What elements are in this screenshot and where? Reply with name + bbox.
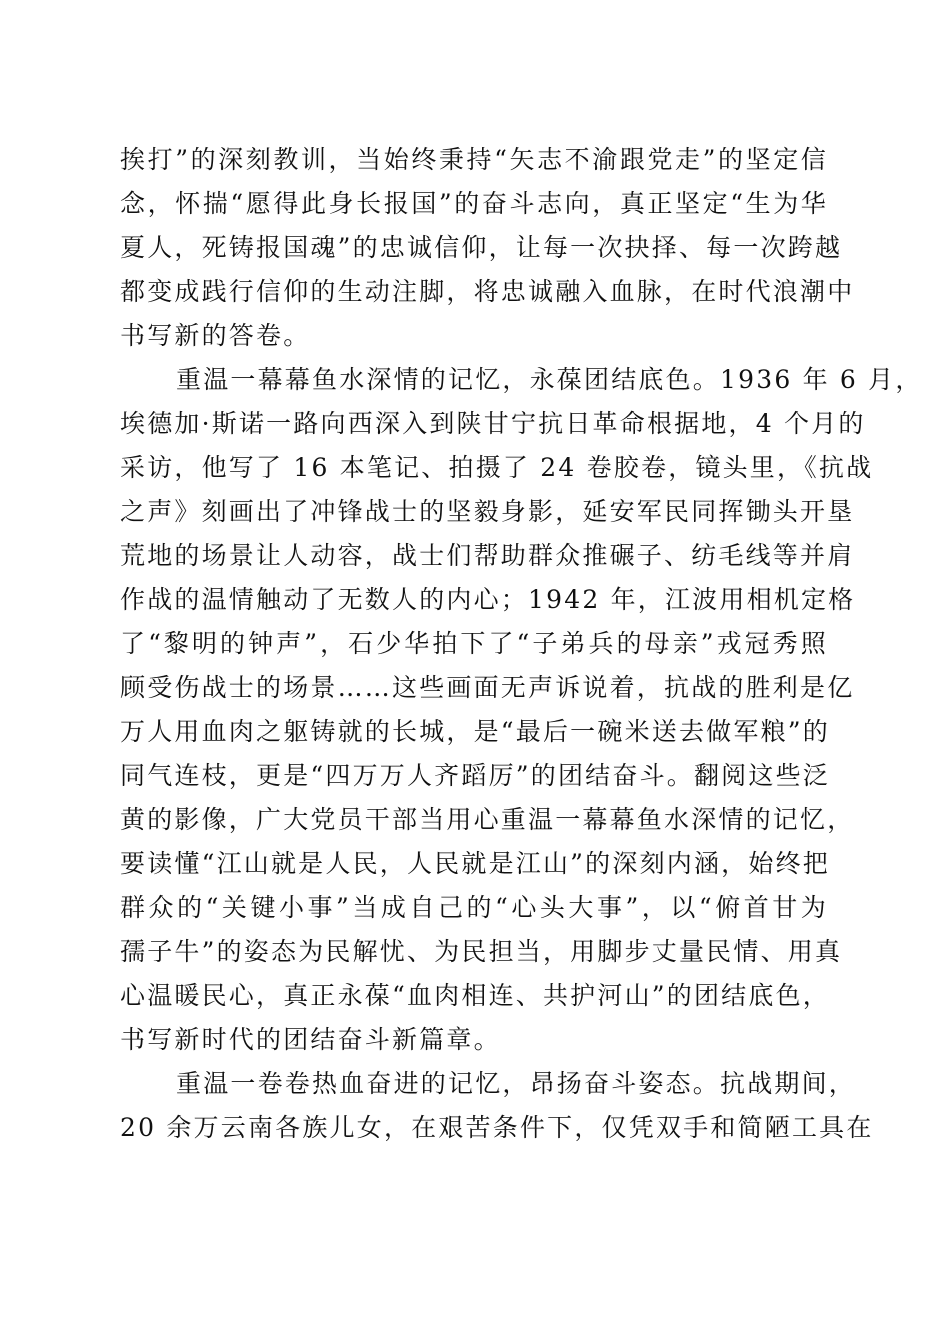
text-line: 之声》刻画出了冲锋战士的坚毅身影，延安军民同挥锄头开垦 — [120, 497, 855, 526]
paragraph-2 — [120, 358, 923, 1062]
paragraph-3 — [120, 1062, 874, 1150]
text-line: 顾受伤战士的场景……这些画面无声诉说着，抗战的胜利是亿 — [120, 673, 855, 702]
text-line: 念，怀揣“愿得此身长报国”的奋斗志向，真正坚定“生为华 — [120, 189, 828, 218]
text-line: 挨打”的深刻教训，当始终秉持“矢志不渝跟党走”的坚定信 — [120, 145, 828, 174]
text-line: 书写新时代的团结奋斗新篇章。 — [120, 1025, 501, 1054]
body-text — [120, 138, 923, 1150]
text-line: 重温一幕幕鱼水深情的记忆，永葆团结底色。1936 年 6 月， — [176, 365, 923, 394]
paragraph-1 — [120, 138, 855, 358]
text-line: 荒地的场景让人动容，战士们帮助群众推碾子、纺毛线等并肩 — [120, 541, 855, 570]
text-line: 同气连枝，更是“四万万人齐蹈厉”的团结奋斗。翻阅这些泛 — [120, 761, 830, 790]
text-line: 夏人，死铸报国魂”的忠诚信仰，让每一次抉择、每一次跨越 — [120, 233, 843, 262]
text-line: 书写新的答卷。 — [120, 321, 311, 350]
text-line: 要读懂“江山就是人民，人民就是江山”的深刻内涵，始终把 — [120, 849, 830, 878]
text-line: 作战的温情触动了无数人的内心；1942 年，江波用相机定格 — [120, 585, 856, 614]
text-line: 20 余万云南各族儿女，在艰苦条件下，仅凭双手和简陋工具在 — [120, 1113, 874, 1142]
text-line: 万人用血肉之躯铸就的长城，是“最后一碗米送去做军粮”的 — [120, 717, 830, 746]
text-line: 重温一卷卷热血奋进的记忆，昂扬奋斗姿态。抗战期间， — [176, 1069, 857, 1098]
text-line: 埃德加·斯诺一路向西深入到陕甘宁抗日革命根据地，4 个月的 — [120, 409, 866, 438]
text-line: 孺子牛”的姿态为民解忧、为民担当，用脚步丈量民情、用真 — [120, 937, 843, 966]
text-line: 了“黎明的钟声”，石少华拍下了“子弟兵的母亲”戎冠秀照 — [120, 629, 828, 658]
text-line: 都变成践行信仰的生动注脚，将忠诚融入血脉，在时代浪潮中 — [120, 277, 855, 306]
text-line: 心温暖民心，真正永葆“血肉相连、共护河山”的团结底色， — [120, 981, 830, 1010]
text-line: 采访，他写了 16 本笔记、拍摄了 24 卷胶卷，镜头里，《抗战 — [120, 453, 874, 482]
text-line: 黄的影像，广大党员干部当用心重温一幕幕鱼水深情的记忆， — [120, 805, 855, 834]
text-line: 群众的“关键小事”当成自己的“心头大事”，以“俯首甘为 — [120, 893, 828, 922]
